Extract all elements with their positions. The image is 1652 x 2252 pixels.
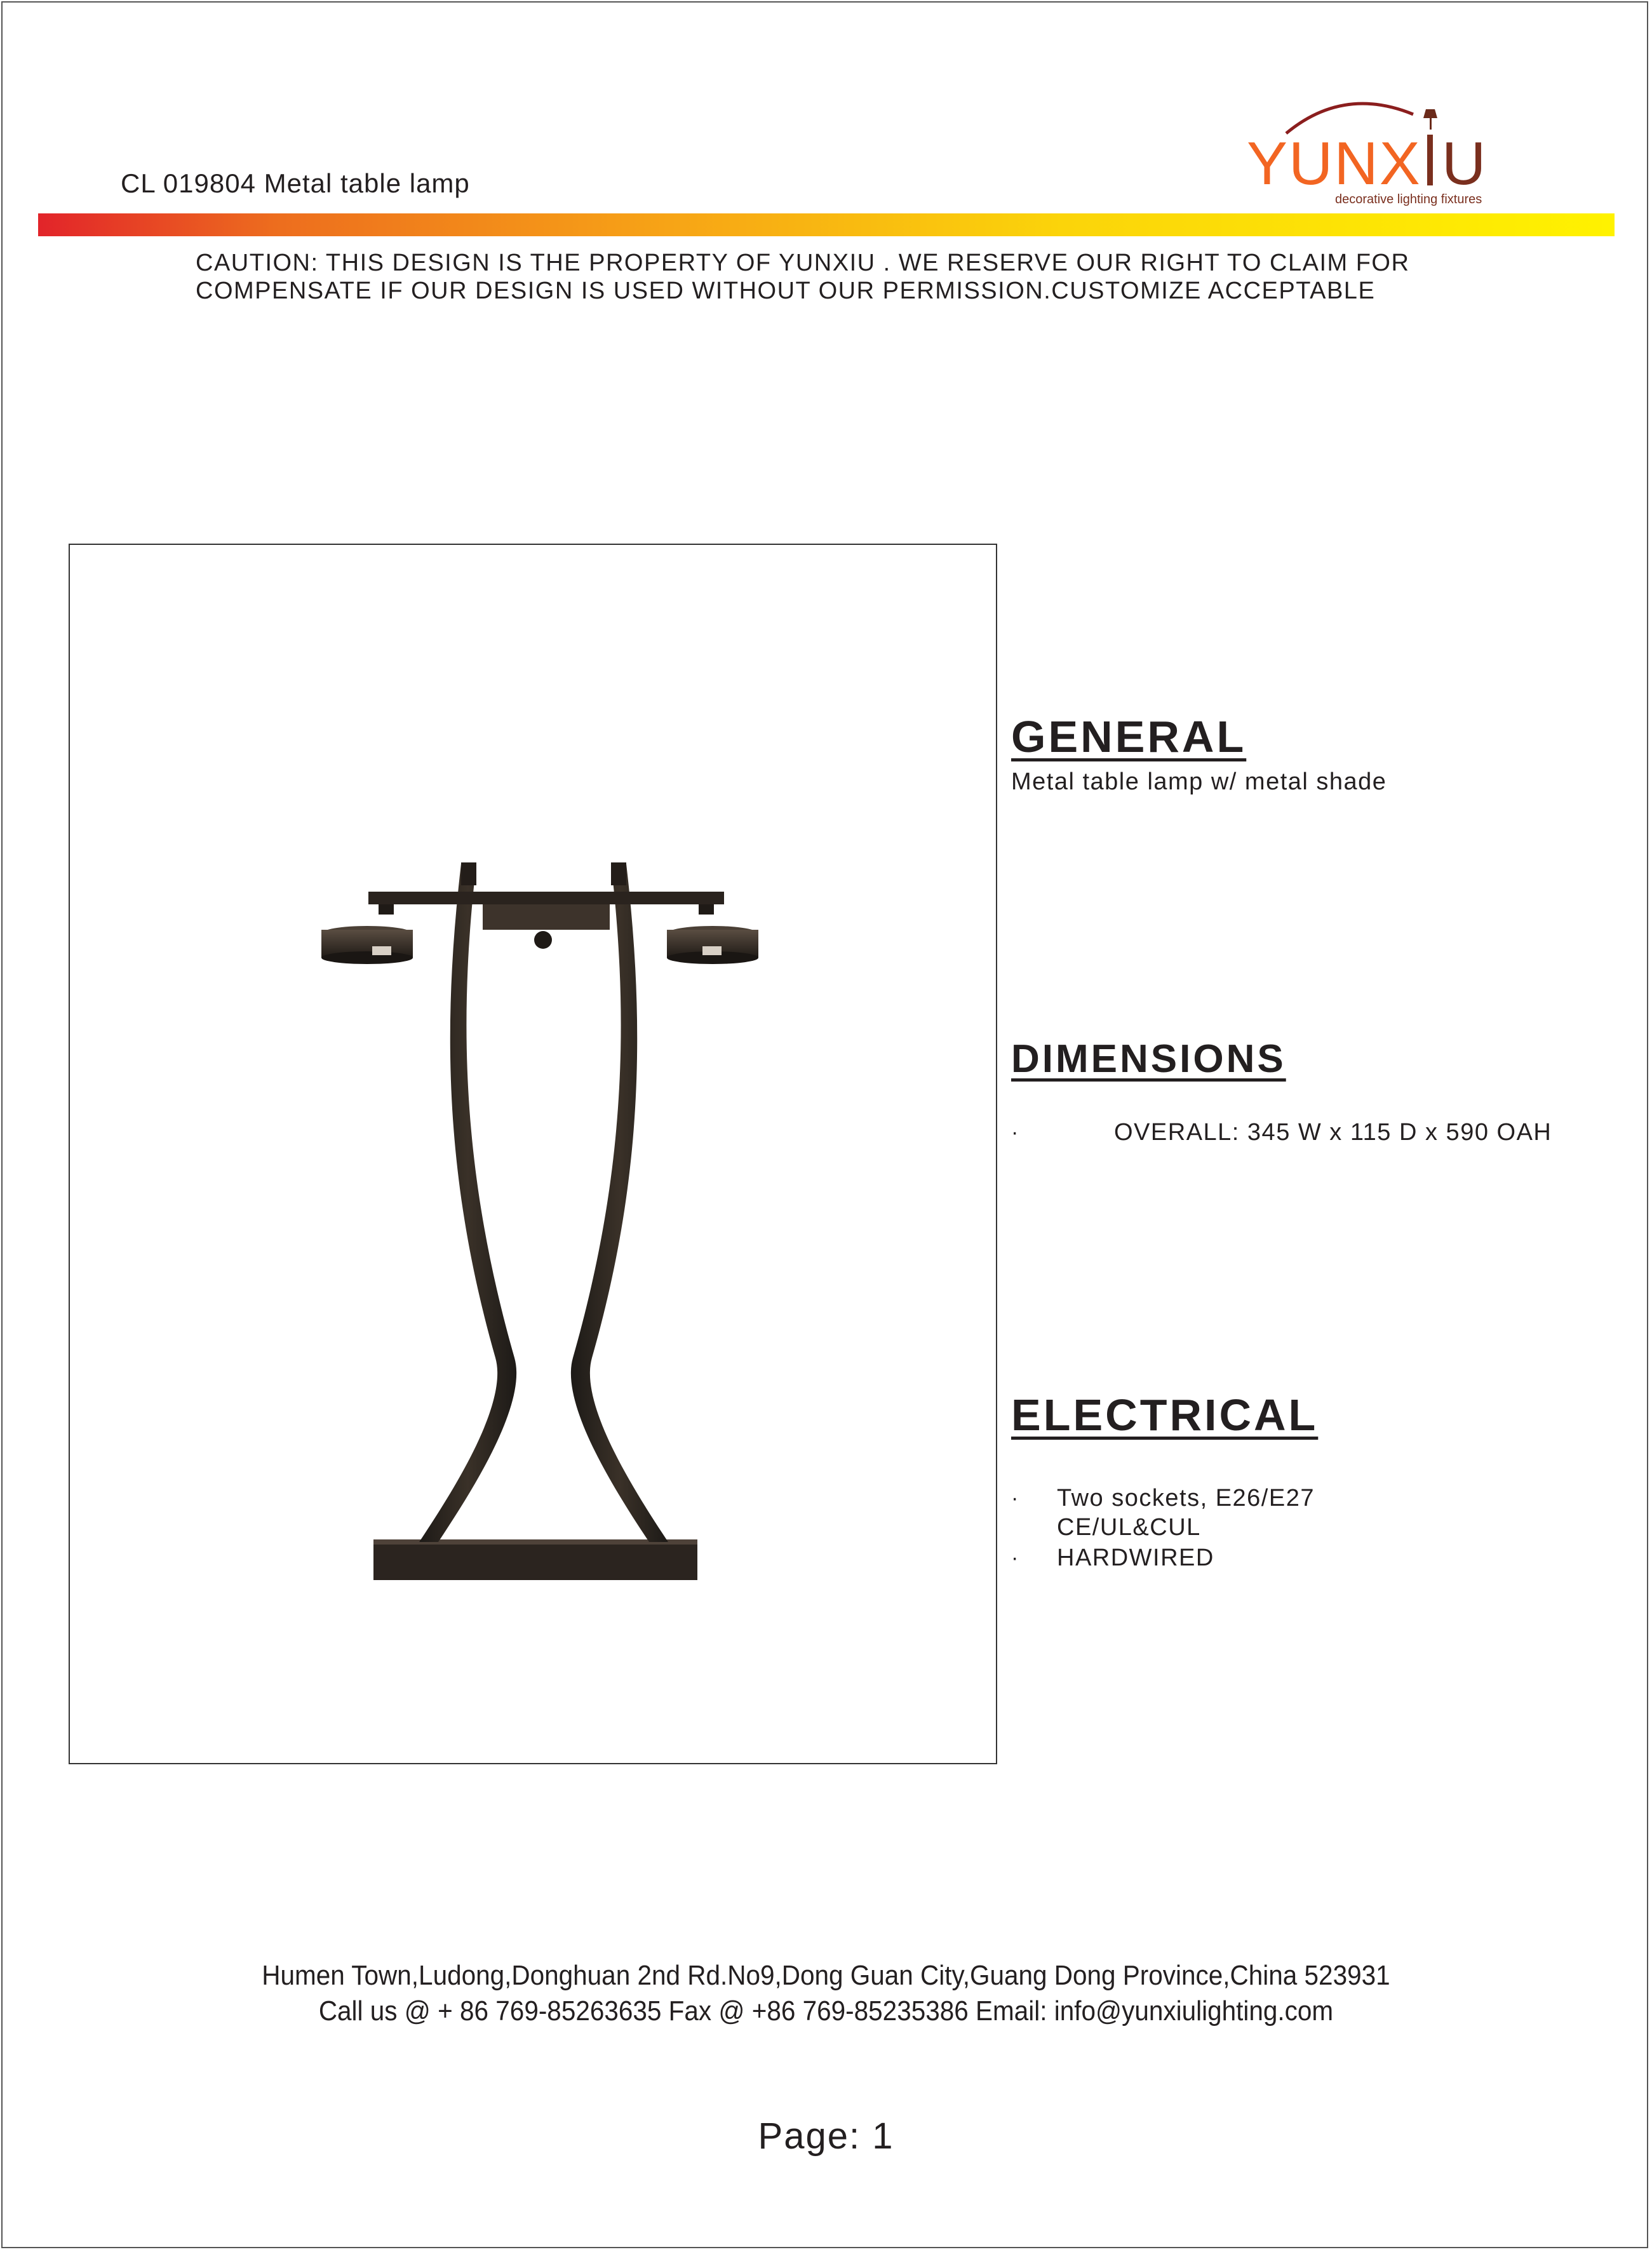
electrical-heading: ELECTRICAL [1011, 1390, 1319, 1440]
caution-notice [196, 249, 1498, 305]
footer-address: Humen Town,Ludong,Donghuan 2nd Rd.No9,Dong Guan City,Guang Dong Province,China 523931 [262, 1960, 1390, 1991]
electrical-item-sockets: Two sockets, E26/E27 [1057, 1485, 1315, 1511]
general-heading: GENERAL [1011, 712, 1247, 761]
product-image-frame [69, 544, 997, 1764]
svg-text:U: U [1442, 130, 1486, 198]
page-number: Page: 1 [758, 2115, 894, 2157]
electrical-item-hardwired: HARDWIRED [1057, 1545, 1214, 1571]
electrical-item-certification: CE/UL&CUL [1057, 1514, 1201, 1541]
caution-line-1: CAUTION: THIS DESIGN IS THE PROPERTY OF YUNXIU . WE RESERVE OUR RIGHT TO CLAIM FOR [196, 250, 1410, 276]
electrical-bullet-1: · [1011, 1486, 1019, 1510]
footer-contact: Call us @ + 86 769-85263635 Fax @ +86 769-85235386 Email: info@yunxiulighting.com [318, 1995, 1334, 2027]
svg-text:YUNX: YUNX [1247, 130, 1421, 198]
metal-table-lamp-illustration [70, 545, 996, 1763]
dimensions-bullet: · [1011, 1120, 1019, 1144]
electrical-bullet-2: · [1011, 1546, 1019, 1570]
svg-text:decorative lighting fixtures: decorative lighting fixtures [1335, 192, 1482, 206]
header-gradient-bar [38, 213, 1615, 236]
dimensions-heading: DIMENSIONS [1011, 1037, 1286, 1081]
general-description: Metal table lamp w/ metal shade [1011, 768, 1387, 795]
brand-logo [1242, 89, 1508, 216]
product-title: CL 019804 Metal table lamp [121, 168, 470, 198]
dimensions-overall: OVERALL: 345 W x 115 D x 590 OAH [1114, 1119, 1552, 1146]
caution-line-2: COMPENSATE IF OUR DESIGN IS USED WITHOUT OUR PERMISSION.CUSTOMIZE ACCEPTABLE [196, 278, 1376, 304]
lamp-icon [1242, 89, 1508, 216]
